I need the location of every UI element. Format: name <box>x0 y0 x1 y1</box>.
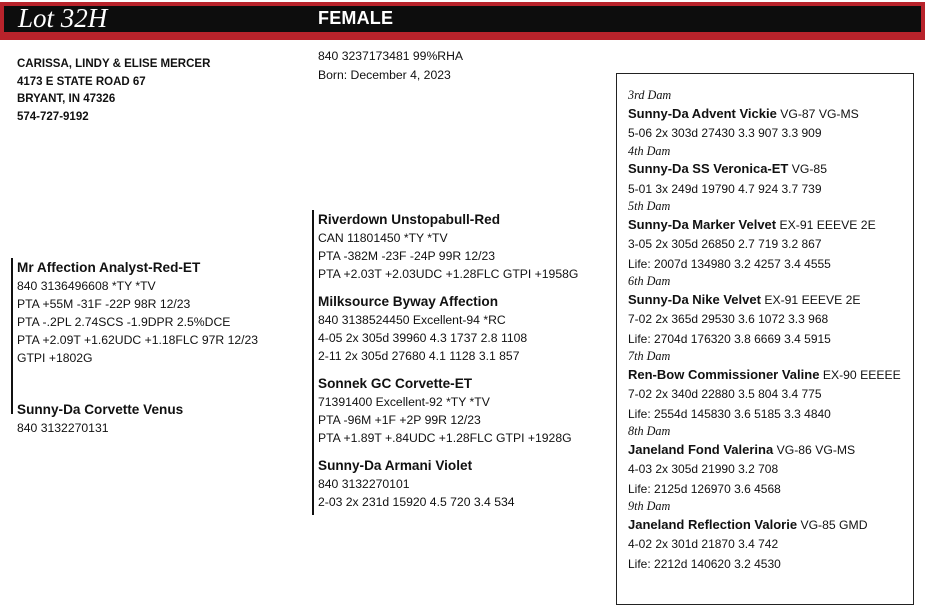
sires-dam-line: 4-05 2x 305d 39960 4.3 1737 2.8 1108 <box>318 331 528 345</box>
sires-dam-line: 840 3138524450 Excellent-94 *RC <box>318 313 506 327</box>
sire-line: PTA -.2PL 2.74SCS -1.9DPR 2.5%DCE <box>17 315 231 329</box>
owner-name: CARISSA, LINDY & ELISE MERCER <box>17 58 211 70</box>
classification: EX-90 EEEEE <box>819 367 901 382</box>
owner-address: 4173 E STATE ROAD 67 <box>17 75 146 88</box>
ancestor-name: Sunny-Da Advent Vickie <box>628 105 777 121</box>
lifetime-line: Life: 2007d 134980 3.2 4257 3.4 4555 <box>628 256 831 271</box>
sires-sire-line: PTA -382M -23F -24P 99R 12/23 <box>318 249 496 263</box>
ancestor-name: Janeland Reflection Valorie <box>628 516 798 532</box>
ancestor-name: Janeland Fond Valerina <box>628 441 774 457</box>
sires-sire-name: Riverdown Unstopabull-Red <box>318 212 501 227</box>
dam-line: 840 3132270131 <box>17 421 109 435</box>
record-line: 7-02 2x 340d 22880 3.5 804 3.4 775 <box>628 387 822 401</box>
lot-header-bar <box>0 2 925 40</box>
dam-line-box <box>616 73 914 605</box>
generation-label: 4th Dam <box>628 143 671 158</box>
sire-line: 840 3136496608 *TY *TV <box>17 279 156 293</box>
ancestor-name: Ren-Bow Commissioner Valine <box>628 366 820 382</box>
lot-number: Lot 32H <box>18 3 108 33</box>
sire-grandparents-bracket <box>312 210 314 375</box>
dams-sire-block <box>318 374 572 447</box>
dam-entry-4 <box>628 144 901 200</box>
owner-phone: 574-727-9192 <box>17 110 89 123</box>
record-line: 4-02 2x 301d 21870 3.4 742 <box>628 537 779 551</box>
sire-name: Mr Affection Analyst-Red-ET <box>17 260 201 275</box>
classification: VG-85 <box>788 162 827 176</box>
generation-label: 9th Dam <box>628 499 671 513</box>
dams-dam-line: 840 3132270101 <box>318 477 410 491</box>
owner-city: BRYANT, IN 47326 <box>17 93 116 105</box>
dam-block <box>17 400 183 437</box>
ancestor-name: Sunny-Da Nike Velvet <box>628 291 761 307</box>
dam-entry-7 <box>628 349 901 424</box>
generation-label: 5th Dam <box>628 199 671 213</box>
generation-label: 8th Dam <box>628 424 671 438</box>
sires-sire-line: PTA +2.03T +2.03UDC +1.28FLC GTPI +1958G <box>318 267 579 281</box>
dams-sire-name: Sonnek GC Corvette-ET <box>318 376 473 391</box>
lifetime-line: Life: 2704d 176320 3.8 6669 3.4 5915 <box>628 331 831 346</box>
animal-id: 840 3237173481 99%RHA <box>318 49 464 63</box>
generation-label: 3rd Dam <box>628 88 672 102</box>
generation-label: 7th Dam <box>628 349 671 363</box>
dam-grandparents-bracket <box>312 375 314 515</box>
sex-label: FEMALE <box>318 8 394 28</box>
sire-line: PTA +55M -31F -22P 98R 12/23 <box>17 297 191 311</box>
classification: EX-91 EEEVE 2E <box>776 217 876 232</box>
generation-label: 6th Dam <box>628 274 671 288</box>
sires-dam-line: 2-11 2x 305d 27680 4.1 1128 3.1 857 <box>318 349 520 363</box>
lifetime-line: Life: 2554d 145830 3.6 5185 3.3 4840 <box>628 406 831 421</box>
classification: EX-91 EEEVE 2E <box>760 292 861 307</box>
record-line: 7-02 2x 365d 29530 3.6 1072 3.3 968 <box>628 312 829 326</box>
sire-bracket <box>11 258 13 414</box>
classification: VG-87 VG-MS <box>776 106 859 121</box>
dam-entry-3 <box>628 88 901 144</box>
lot-header-inner <box>4 3 921 33</box>
record-line: 5-06 2x 303d 27430 3.3 907 3.3 909 <box>628 126 822 140</box>
sire-line: PTA +2.09T +1.62UDC +1.18FLC 97R 12/23 <box>17 333 259 347</box>
dam-entry-8 <box>628 424 901 499</box>
lifetime-line: Life: 2125d 126970 3.6 4568 <box>628 481 781 496</box>
classification: VG-85 GMD <box>797 517 868 532</box>
record-line: 5-01 3x 249d 19790 4.7 924 3.7 739 <box>628 181 822 196</box>
dam-entry-9 <box>628 499 901 574</box>
dams-sire-line: 71391400 Excellent-92 *TY *TV <box>318 395 490 409</box>
record-line: 4-03 2x 305d 21990 3.2 708 <box>628 462 779 476</box>
dam-entry-5 <box>628 199 901 274</box>
dams-dam-line: 2-03 2x 231d 15920 4.5 720 3.4 534 <box>318 495 515 509</box>
classification: VG-86 VG-MS <box>773 442 856 457</box>
record-line: 3-05 2x 305d 26850 2.7 719 3.2 867 <box>628 237 822 251</box>
ancestor-name: Sunny-Da Marker Velvet <box>628 216 777 232</box>
dams-dam-block <box>318 456 515 511</box>
dams-dam-name: Sunny-Da Armani Violet <box>318 458 473 473</box>
sires-sire-block <box>318 210 578 283</box>
ancestor-name: Sunny-Da SS Veronica-ET <box>628 161 789 176</box>
dam-line-list <box>628 88 901 574</box>
sires-dam-name: Milksource Byway Affection <box>318 294 499 309</box>
sires-dam-block <box>318 292 527 365</box>
sires-sire-line: CAN 11801450 *TY *TV <box>318 231 448 245</box>
sire-block <box>17 258 258 367</box>
lifetime-line: Life: 2212d 140620 3.2 4530 <box>628 556 781 571</box>
dam-name: Sunny-Da Corvette Venus <box>17 402 184 417</box>
dam-entry-6 <box>628 274 901 349</box>
animal-info <box>318 46 463 85</box>
dams-sire-line: PTA +1.89T +.84UDC +1.28FLC GTPI +1928G <box>318 431 572 445</box>
dams-sire-line: PTA -96M +1F +2P 99R 12/23 <box>318 413 481 427</box>
owner-info <box>17 56 210 126</box>
sire-line: GTPI +1802G <box>17 351 93 365</box>
animal-born: Born: December 4, 2023 <box>318 68 451 82</box>
